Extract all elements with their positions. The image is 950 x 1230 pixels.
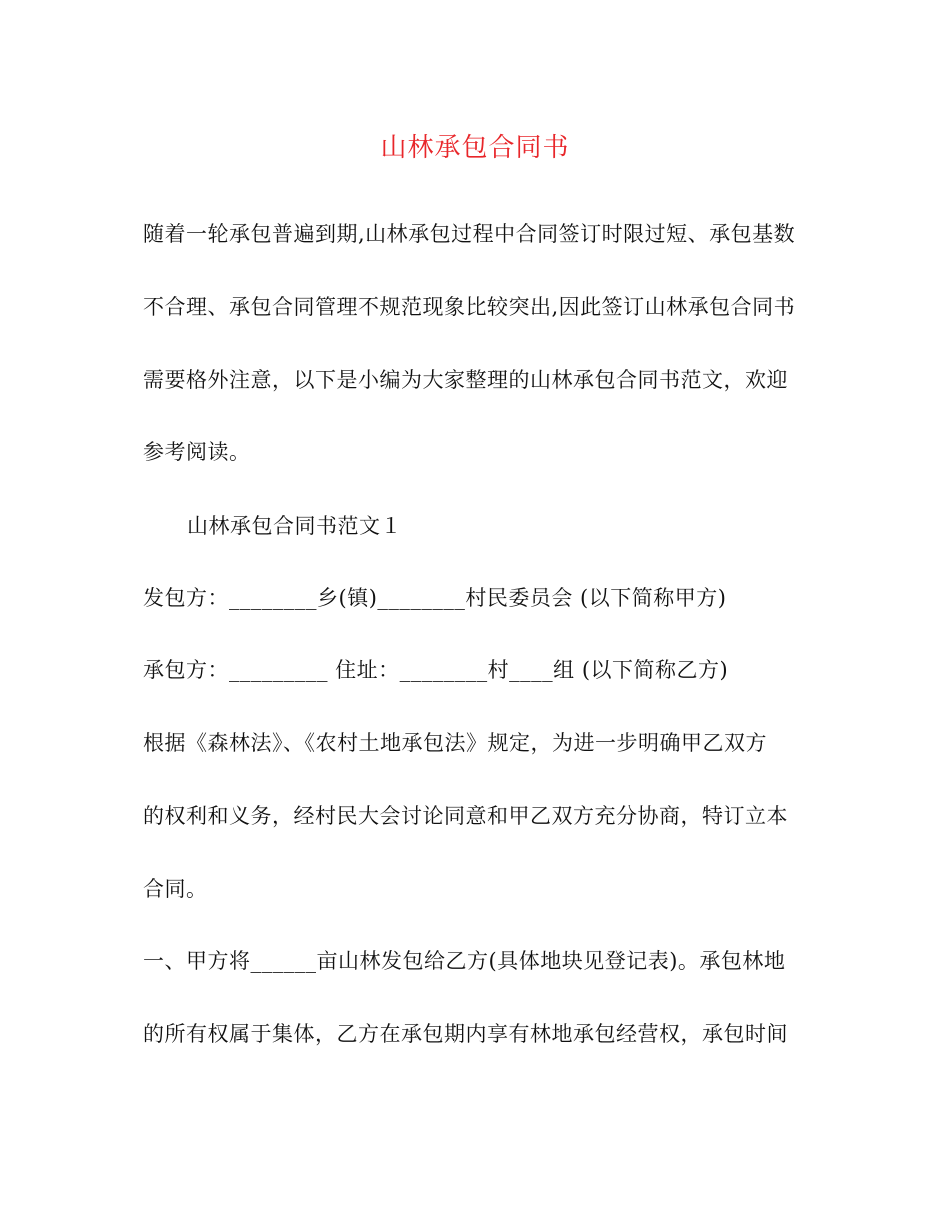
document-title: 山林承包合同书	[380, 133, 570, 163]
clause-1-line-2: 的所有权属于集体，乙方在承包期内享有林地承包经营权，承包时间	[143, 1022, 788, 1046]
section-heading: 山林承包合同书范文１	[187, 514, 402, 538]
intro-line-3: 需要格外注意，以下是小编为大家整理的山林承包合同书范文，欢迎	[143, 368, 788, 392]
intro-line-2: 不合理、承包合同管理不规范现象比较突出,因此签订山林承包合同书	[143, 295, 796, 319]
intro-line-1: 随着一轮承包普遍到期,山林承包过程中合同签订时限过短、承包基数	[143, 222, 796, 246]
preamble-line-2: 的权利和义务，经村民大会讨论同意和甲乙双方充分协商，特订立本	[143, 804, 788, 828]
intro-line-4: 参考阅读。	[143, 440, 251, 464]
preamble-line-3: 合同。	[143, 877, 208, 901]
party-a-line: 发包方：________乡(镇)________村民委员会 (以下简称甲方)	[143, 586, 727, 610]
party-b-line: 承包方：_________ 住址：________村____组 (以下简称乙方)	[143, 658, 729, 682]
clause-1-line-1: 一、甲方将______亩山林发包给乙方(具体地块见登记表)。承包林地	[143, 949, 786, 973]
preamble-line-1: 根据《森林法》、《农村土地承包法》规定，为进一步明确甲乙双方	[143, 731, 767, 755]
